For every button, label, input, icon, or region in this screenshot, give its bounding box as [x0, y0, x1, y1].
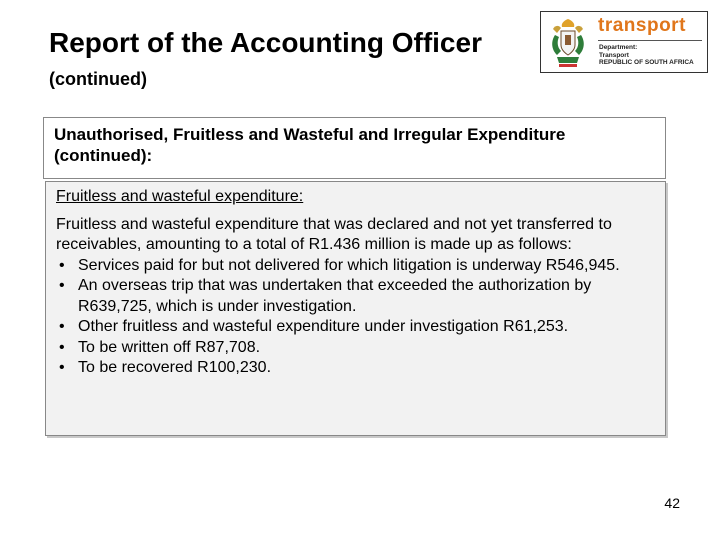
bullet-icon: •: [59, 338, 65, 356]
content-subheading: Fruitless and wasteful expenditure:: [56, 188, 304, 205]
slide-title: [49, 26, 519, 96]
list-item-text: To be recovered R100,230.: [78, 359, 272, 376]
list-item: [56, 338, 655, 359]
section-heading-box: [43, 117, 666, 179]
logo-divider: [598, 40, 702, 41]
coat-of-arms-icon: [543, 15, 593, 70]
page-number: 42: [664, 495, 680, 511]
bullet-icon: •: [59, 359, 65, 376]
logo-brand-text: transport: [598, 15, 686, 36]
section-heading: Unauthorised, Fruitless and Wasteful and Irregular Expenditure (continued):: [54, 125, 566, 165]
logo-department-text: [599, 44, 694, 67]
list-item-text: Other fruitless and wasteful expenditure under investigation R61,253.: [78, 318, 569, 335]
list-item-text: Services paid for but not delivered for which litigation is underway R546,945.: [78, 256, 620, 274]
logo-dept-line1: Department:: [599, 44, 638, 51]
slide-title-main: Report of the Accounting Officer: [49, 27, 482, 58]
logo-dept-line2: Transport: [599, 51, 629, 59]
list-item: [56, 276, 655, 317]
list-item: [56, 256, 655, 277]
bullet-list: [56, 256, 655, 379]
list-item-text: An overseas trip that was undertaken that exceeded the authorization by R639,725, which is under investigation.: [78, 277, 592, 315]
slide-title-suffix: (continued): [49, 69, 147, 89]
bullet-icon: •: [59, 256, 65, 274]
list-item: [56, 317, 655, 338]
content-intro: Fruitless and wasteful expenditure that was declared and not yet transferred to receivables, amounting to a total of R1.436 million is made up as follows:: [56, 215, 612, 253]
transport-logo: [540, 11, 708, 73]
content-box: [45, 181, 666, 436]
bullet-icon: •: [59, 318, 65, 335]
bullet-icon: •: [59, 277, 65, 294]
list-item: [56, 358, 655, 379]
list-item-text: To be written off R87,708.: [78, 338, 261, 356]
logo-dept-line3: REPUBLIC OF SOUTH AFRICA: [599, 59, 694, 66]
